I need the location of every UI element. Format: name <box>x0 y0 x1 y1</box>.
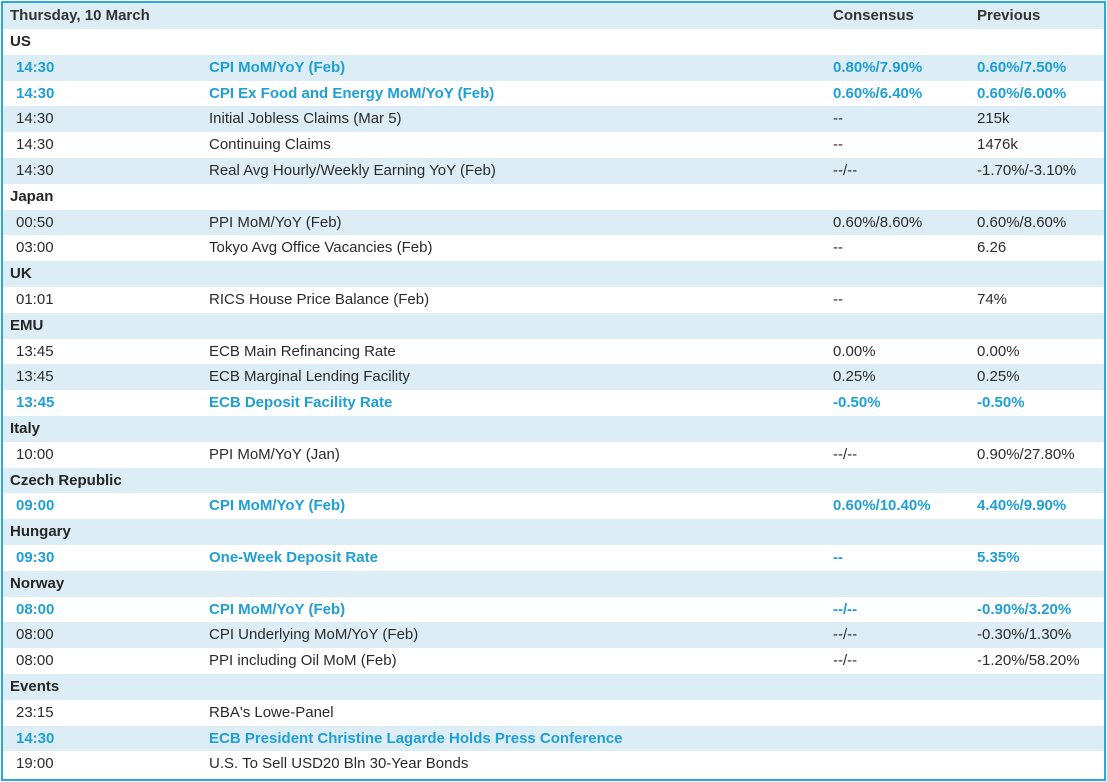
consensus-value: --/-- <box>833 600 858 618</box>
consensus-value: 0.25% <box>833 368 876 386</box>
event-time: 14:30 <box>16 58 55 76</box>
event-time: 08:00 <box>16 626 54 644</box>
consensus-value: -- <box>833 136 843 154</box>
event-name: Continuing Claims <box>209 136 331 154</box>
event-time: 09:00 <box>16 497 55 515</box>
event-row <box>3 339 1104 365</box>
consensus-value: -- <box>833 239 843 257</box>
event-time: 14:30 <box>16 110 54 128</box>
previous-value: -1.20%/58.20% <box>977 652 1080 670</box>
previous-value: -0.30%/1.30% <box>977 626 1072 644</box>
previous-value: 6.26 <box>977 239 1007 257</box>
event-time: 13:45 <box>16 368 54 386</box>
consensus-value: 0.80%/7.90% <box>833 58 923 76</box>
section-label: US <box>10 33 31 50</box>
section-label: Japan <box>10 187 54 205</box>
event-name: PPI including Oil MoM (Feb) <box>209 652 397 670</box>
event-time: 19:00 <box>16 755 54 773</box>
event-name: CPI MoM/YoY (Feb) <box>209 58 346 76</box>
event-row <box>3 700 1104 726</box>
section-row <box>3 571 1104 597</box>
event-name: ECB President Christine Lagarde Holds Press Conference <box>209 729 623 747</box>
previous-header: Previous <box>977 7 1041 24</box>
event-name: CPI Ex Food and Energy MoM/YoY (Feb) <box>209 84 495 102</box>
section-label: Events <box>10 677 60 695</box>
event-time: 00:50 <box>16 213 54 231</box>
event-row <box>3 726 1104 752</box>
previous-value: 215k <box>977 110 1010 128</box>
section-label: Hungary <box>10 523 71 541</box>
section-row <box>3 29 1104 55</box>
event-name: RBA's Lowe-Panel <box>209 703 334 721</box>
event-row <box>3 235 1104 261</box>
event-row <box>3 545 1104 571</box>
section-row <box>3 674 1104 700</box>
section-label: EMU <box>10 316 44 334</box>
event-row <box>3 364 1104 390</box>
event-name: CPI MoM/YoY (Feb) <box>209 497 346 515</box>
date-title: Thursday, 10 March <box>10 7 150 24</box>
consensus-value: -- <box>833 110 843 128</box>
event-row <box>3 81 1104 107</box>
event-row <box>3 597 1104 623</box>
event-name: PPI MoM/YoY (Jan) <box>209 445 340 463</box>
consensus-value: --/-- <box>833 161 858 179</box>
previous-value: 4.40%/9.90% <box>977 497 1067 515</box>
event-name: U.S. To Sell USD20 Bln 30-Year Bonds <box>209 755 469 773</box>
event-name: RICS House Price Balance (Feb) <box>209 290 430 308</box>
consensus-value: -- <box>833 290 843 308</box>
consensus-header: Consensus <box>833 7 914 24</box>
event-row <box>3 648 1104 674</box>
event-name: ECB Main Refinancing Rate <box>209 342 396 360</box>
event-time: 14:30 <box>16 84 55 102</box>
event-row <box>3 132 1104 158</box>
previous-value: 0.25% <box>977 368 1020 386</box>
event-time: 13:45 <box>16 394 55 412</box>
event-row <box>3 751 1104 777</box>
event-name: CPI MoM/YoY (Feb) <box>209 600 346 618</box>
event-row <box>3 493 1104 519</box>
section-label: Norway <box>10 574 65 592</box>
event-row <box>3 55 1104 81</box>
event-time: 01:01 <box>16 290 54 308</box>
section-row <box>3 416 1104 442</box>
consensus-value: --/-- <box>833 626 858 644</box>
consensus-value: 0.60%/8.60% <box>833 213 923 231</box>
event-time: 14:30 <box>16 136 54 154</box>
event-time: 14:30 <box>16 161 54 179</box>
section-row <box>3 468 1104 494</box>
consensus-value: --/-- <box>833 445 858 463</box>
consensus-value: 0.60%/6.40% <box>833 84 923 102</box>
event-name: PPI MoM/YoY (Feb) <box>209 213 342 231</box>
consensus-value: -- <box>833 548 843 566</box>
previous-value: 0.60%/6.00% <box>977 84 1067 102</box>
previous-value: 1476k <box>977 136 1018 154</box>
event-name: CPI Underlying MoM/YoY (Feb) <box>209 626 419 644</box>
event-row <box>3 622 1104 648</box>
event-time: 10:00 <box>16 445 54 463</box>
event-time: 14:30 <box>16 729 55 747</box>
event-name: One-Week Deposit Rate <box>209 548 378 566</box>
event-time: 08:00 <box>16 652 54 670</box>
consensus-value: -0.50% <box>833 394 881 412</box>
section-label: UK <box>10 265 32 283</box>
previous-value: 0.60%/8.60% <box>977 213 1067 231</box>
previous-value: -1.70%/-3.10% <box>977 161 1077 179</box>
section-row <box>3 261 1104 287</box>
event-name: ECB Marginal Lending Facility <box>209 368 410 386</box>
consensus-value: 0.60%/10.40% <box>833 497 931 515</box>
event-row <box>3 106 1104 132</box>
section-row <box>3 184 1104 210</box>
section-row <box>3 519 1104 545</box>
event-time: 09:30 <box>16 548 55 566</box>
event-name: Tokyo Avg Office Vacancies (Feb) <box>209 239 433 257</box>
section-row <box>3 313 1104 339</box>
event-name: Initial Jobless Claims (Mar 5) <box>209 110 402 128</box>
previous-value: -0.50% <box>977 394 1025 412</box>
event-time: 23:15 <box>16 703 54 721</box>
section-label: Italy <box>10 419 41 437</box>
calendar-rows <box>3 29 1104 777</box>
event-time: 08:00 <box>16 600 55 618</box>
event-row <box>3 158 1104 184</box>
previous-value: 74% <box>977 290 1008 308</box>
event-row <box>3 287 1104 313</box>
event-row <box>3 390 1104 416</box>
previous-value: 0.00% <box>977 342 1020 360</box>
section-label: Czech Republic <box>10 471 122 489</box>
previous-value: -0.90%/3.20% <box>977 600 1072 618</box>
header-row <box>3 3 1104 29</box>
previous-value: 5.35% <box>977 548 1020 566</box>
event-name: Real Avg Hourly/Weekly Earning YoY (Feb) <box>209 161 496 179</box>
event-time: 03:00 <box>16 239 54 257</box>
event-time: 13:45 <box>16 342 54 360</box>
economic-calendar-table <box>1 1 1106 781</box>
previous-value: 0.90%/27.80% <box>977 445 1075 463</box>
consensus-value: 0.00% <box>833 342 876 360</box>
previous-value: 0.60%/7.50% <box>977 58 1067 76</box>
consensus-value: --/-- <box>833 652 858 670</box>
event-row <box>3 210 1104 236</box>
event-name: ECB Deposit Facility Rate <box>209 394 393 412</box>
event-row <box>3 442 1104 468</box>
